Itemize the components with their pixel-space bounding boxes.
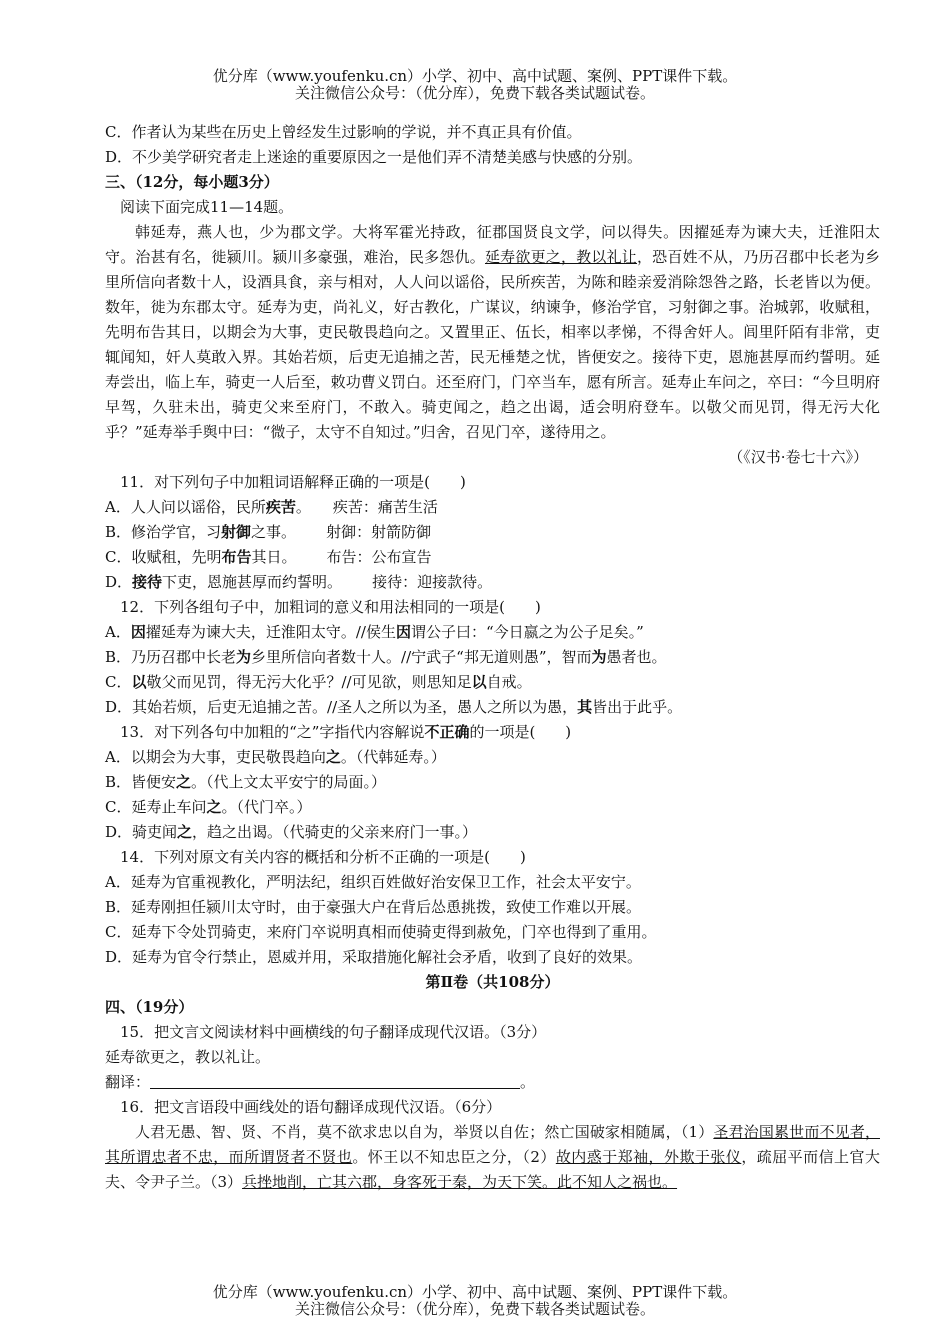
q11-a-text: A．人人问以谣俗，民所 xyxy=(105,498,266,516)
q15-answer-line xyxy=(105,1070,880,1095)
q16-underline-3: 兵挫地削，亡其六郡，身客死于秦，为天下笑。此不知人之祸也。 xyxy=(242,1173,678,1191)
q13-d-bold: 之 xyxy=(177,823,193,841)
page-header xyxy=(0,68,950,102)
page-footer xyxy=(0,1284,950,1318)
classical-passage xyxy=(105,220,880,445)
q13-c-post: 。（代门卒。） xyxy=(221,798,312,816)
q12-b-b1: 为 xyxy=(236,648,252,666)
q13-option-d xyxy=(105,820,880,845)
q12-a-p2: 擢延寿为谏大夫，迁淮阳太守。//侯生 xyxy=(145,623,396,641)
q11-b-post: 之事。 xyxy=(251,523,297,541)
q11-c-post: 其日。 xyxy=(251,548,297,566)
q15-sentence: 延寿欲更之，教以礼让。 xyxy=(105,1048,271,1066)
q16-passage xyxy=(105,1120,880,1195)
q15-stem: 15．把文言文阅读材料中画横线的句子翻译成现代汉语。（3分） xyxy=(120,1023,547,1041)
q12-option-a xyxy=(105,620,880,645)
q11-c-gloss: 布告：公布宣告 xyxy=(326,548,432,566)
q12-b-p3: 愚者也。 xyxy=(606,648,667,666)
q12-a-b1: 因 xyxy=(130,623,146,641)
q11-d-post: 下吏，恩施甚厚而约誓明。 xyxy=(162,573,343,591)
q12-b-p1: B．乃历召郡中长老 xyxy=(105,648,237,666)
footer-line-1: 优分库（www.youfenku.cn）小学、初中、高中试题、案例、PPT课件下载。 xyxy=(212,1283,738,1301)
q13-d-pre: D．骑吏闻 xyxy=(105,823,178,841)
q11-option-a xyxy=(105,495,880,520)
q16-underline-2: 故内惑于郑袖，外欺于张仪 xyxy=(555,1148,742,1166)
q12-c-b2: 以 xyxy=(471,673,487,691)
q12-stem: 12．下列各组句子中，加粗词的意义和用法相同的一项是( ) xyxy=(120,598,541,616)
q12-b-b2: 为 xyxy=(591,648,607,666)
q11-d-gloss: 接待：迎接款待。 xyxy=(372,573,493,591)
q12-c-b1: 以 xyxy=(131,673,147,691)
q11-b-text: B．修治学官，习 xyxy=(105,523,222,541)
passage-underlined-sentence: 延寿欲更之，教以礼让 xyxy=(484,248,637,266)
q11-option-b xyxy=(105,520,880,545)
q13-stem-pre: 13．对下列各句中加粗的“之”字指代内容解说 xyxy=(120,723,425,741)
q12-c-p1: C． xyxy=(105,673,132,691)
q11-stem: 11．对下列句子中加粗词语解释正确的一项是( ) xyxy=(120,473,466,491)
q13-option-a xyxy=(105,745,880,770)
q12-option-c xyxy=(105,670,880,695)
part-2-title: 第Ⅱ卷（共108分） xyxy=(425,973,560,991)
q14-stem: 14．下列对原文有关内容的概括和分析不正确的一项是( ) xyxy=(120,848,526,866)
q13-option-b xyxy=(105,770,880,795)
q11-option-d xyxy=(105,570,880,595)
header-line-1: 优分库（www.youfenku.cn）小学、初中、高中试题、案例、PPT课件下载。 xyxy=(212,67,738,85)
q15-answer-end: 。 xyxy=(520,1073,536,1091)
q16-underline-1: 圣君治国累世而不见者，其所谓忠者不忠，而所谓贤者不贤也 xyxy=(105,1123,880,1166)
q13-a-post: 。（代韩延寿。） xyxy=(340,748,446,766)
q16-text-2: 。怀王以不知忠臣之分，（2） xyxy=(352,1148,556,1166)
q13-a-pre: A．以期会为大事，吏民敬畏趋向 xyxy=(105,748,326,766)
header-line-2: 关注微信公众号：（优分库），免费下载各类试题试卷。 xyxy=(294,84,655,102)
q11-a-gloss: 疾苦：痛苦生活 xyxy=(332,498,438,516)
q13-d-post: ，趋之出谒。（代骑吏的父亲来府门一事。） xyxy=(192,823,478,841)
q11-c-text: C．收赋租，先明 xyxy=(105,548,222,566)
q11-a-post: 。 xyxy=(295,498,311,516)
passage-part-b: ，恐百姓不从，乃历召郡中长老为乡里所信向者数十人，设酒具食，亲与相对，人人问以谣俗，民所疾苦，为陈和睦亲爱消除怨咎之路，长老皆以为便。数年，徙为东郡太守。延寿为吏，尚礼义，好古教化，广谋议，纳谏争，修治学官，习射御之事。治城郭，收赋租，先明布告其日，以期会为大事，吏民敬畏趋向之。又置里正、伍长，相率以孝悌，不得舍奸人。闾里阡陌有非常，吏辄闻知，奸人莫敢入界。其始若烦，后吏无追捕之苦，民无棰楚之忧，皆便安之。接待下吏，恩施甚厚而约誓明。延寿尝出，临上车，骑吏一人后至，敕功曹义罚白。还至府门，门卒当车，愿有所言。延寿止车问之，卒曰：“今旦明府早驾，久驻未出，骑吏父来至府门，不敢入。骑吏闻之，趋之出谒，适会明府登车。以敬父而见罚，得无污大化乎？”延寿举手舆中曰：“微子，太守不自知过。”归舍，召见门卒，遂待用之。 xyxy=(105,248,880,441)
q14-option-b: B．延寿刚担任颍川太守时，由于豪强大户在背后怂恿挑拨，致使工作难以开展。 xyxy=(105,898,642,916)
q15-answer-label: 翻译： xyxy=(105,1073,151,1091)
footer-line-2: 关注微信公众号：（优分库），免费下载各类试题试卷。 xyxy=(294,1300,655,1318)
q12-c-p2: 敬父而见罚，得无污大化乎？//可见欲，则思知足 xyxy=(146,673,472,691)
q14-option-a: A．延寿为官重视教化，严明法纪，组织百姓做好治安保卫工作，社会太平安宁。 xyxy=(105,873,641,891)
passage-source: （《汉书·卷七十六》） xyxy=(728,448,868,466)
q13-stem-bold: 不正确 xyxy=(424,723,470,741)
q13-c-pre: C．延寿止车问 xyxy=(105,798,207,816)
q11-d-text: D． xyxy=(105,573,133,591)
q13-stem xyxy=(105,720,880,745)
q13-c-bold: 之 xyxy=(206,798,222,816)
q12-a-p3: 谓公子曰：“今日嬴之为公子足矣。” xyxy=(410,623,644,641)
q13-b-bold: 之 xyxy=(176,773,192,791)
passage-part-a: 韩延寿，燕人也，少为郡文学。大将军霍光持政，征郡国贤良文学，问以得失。因擢延寿为谏大夫，迁淮阳太守。治甚有名，徙颍川。颍川多豪强，难治，民多怨仇。 xyxy=(105,223,880,266)
q12-c-p3: 自戒。 xyxy=(486,673,532,691)
section-3-heading: 三、（12分，每小题3分） xyxy=(105,173,279,191)
q11-c-bold: 布告 xyxy=(221,548,252,566)
q12-b-p2: 乡里所信向者数十人。//宁武子“邦无道则愚”，智而 xyxy=(251,648,592,666)
prev-option-c: C．作者认为某些在历史上曾经发生过影响的学说，并不真正具有价值。 xyxy=(105,123,582,141)
q12-option-b xyxy=(105,645,880,670)
q13-b-post: 。（代上文太平安宁的局面。） xyxy=(191,773,387,791)
q12-a-b2: 因 xyxy=(395,623,411,641)
q11-a-bold: 疾苦 xyxy=(265,498,296,516)
q12-d-b1: 其 xyxy=(577,698,593,716)
q11-option-c xyxy=(105,545,880,570)
q13-a-bold: 之 xyxy=(325,748,341,766)
q11-b-gloss: 射御：射箭防御 xyxy=(326,523,432,541)
q14-option-d: D．延寿为官令行禁止，恩威并用，采取措施化解社会矛盾，收到了良好的效果。 xyxy=(105,948,643,966)
q14-option-c: C．延寿下令处罚骑吏，来府门卒说明真相而使骑吏得到赦免，门卒也得到了重用。 xyxy=(105,923,657,941)
q12-option-d xyxy=(105,695,880,720)
q16-stem: 16．把文言语段中画线处的语句翻译成现代汉语。（6分） xyxy=(120,1098,502,1116)
prev-option-d: D．不少美学研究者走上迷途的重要原因之一是他们弄不清楚美感与快感的分别。 xyxy=(105,148,643,166)
q13-option-c xyxy=(105,795,880,820)
q15-answer-blank[interactable] xyxy=(150,1073,520,1089)
q12-d-p2: 皆出于此乎。 xyxy=(592,698,683,716)
q13-b-pre: B．皆便安 xyxy=(105,773,177,791)
section-4-heading: 四、（19分） xyxy=(105,998,194,1016)
q11-b-bold: 射御 xyxy=(221,523,252,541)
section-3-instruction: 阅读下面完成11—14题。 xyxy=(120,198,294,216)
q11-d-bold: 接待 xyxy=(132,573,163,591)
q16-text-1: 人君无愚、智、贤、不肖，莫不欲求忠以自为，举贤以自佐；然亡国破家相随属，（1） xyxy=(135,1123,714,1141)
q12-a-p1: A． xyxy=(105,623,131,641)
q13-stem-post: 的一项是( ) xyxy=(469,723,572,741)
q12-d-p1: D．其始若烦，后吏无追捕之苦。//圣人之所以为圣，愚人之所以为愚， xyxy=(105,698,578,716)
page-content xyxy=(105,120,880,1195)
q16-text-3: ，疏屈平而信上官大夫、令尹子兰。（3） xyxy=(105,1148,880,1191)
